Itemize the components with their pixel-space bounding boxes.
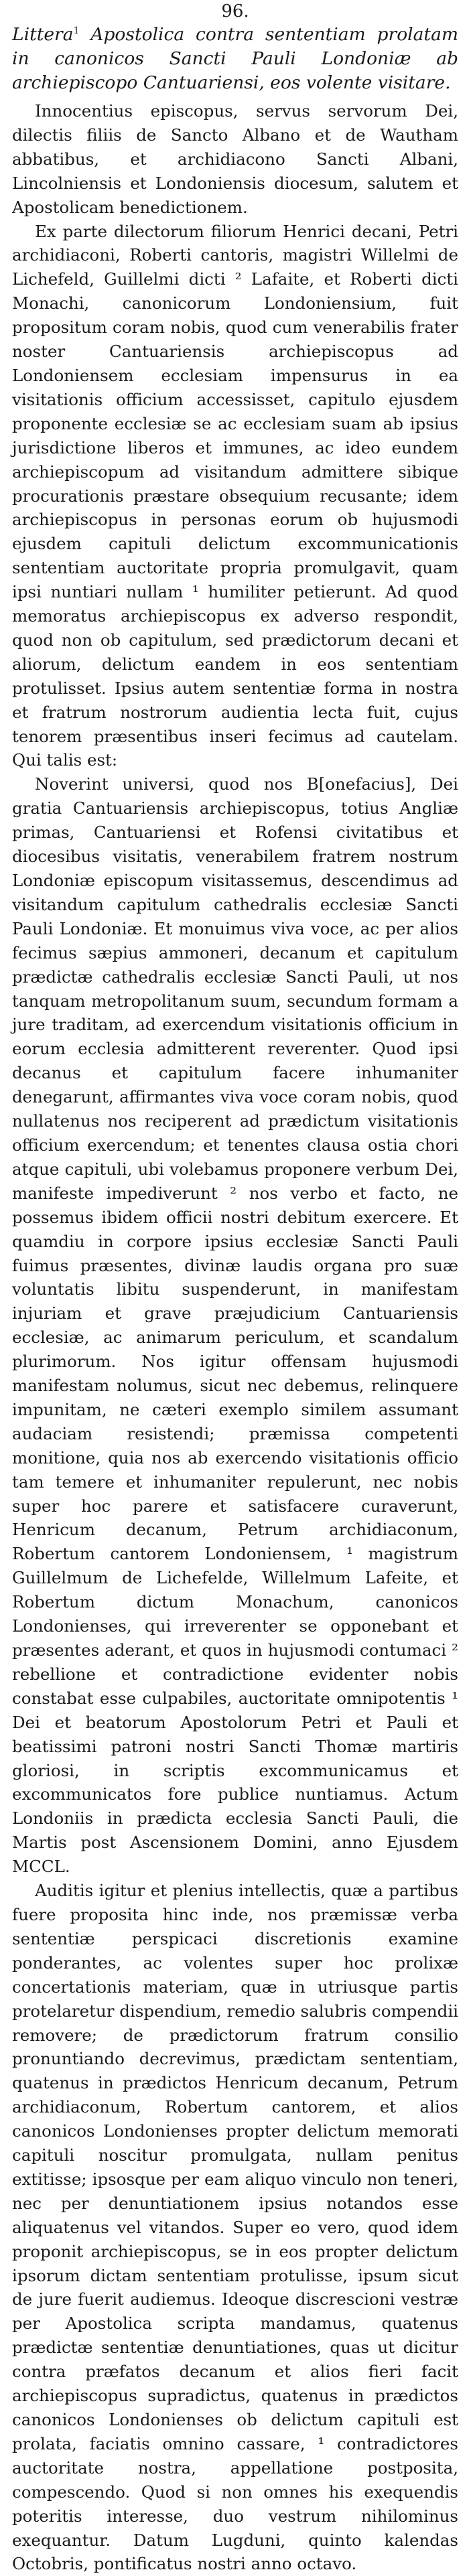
letter-heading <box>12 23 458 95</box>
paragraph-sentence-text: Noverint universi, quod nos B[onefacius], Dei gratia Cantuariensis archiepiscopus, totius Angliæ primas, Cantuariensi et Rofensi civitatibus et diocesibus visitatis, venerabilem fratrem nostrum Londoniæ episcopum visitassemus, descendimus ad visitandum capitulum cathedralis ecclesiæ Sancti Pauli Londoniæ. Et monuimus viva voce, ac per alios fecimus sæpius ammoneri, decanum et capitulum prædictæ cathedralis ecclesiæ Sancti Pauli, ut nos tanquam metropolitanum suum, secundum formam a jure traditam, ad exercendum visitationis officium in eorum ecclesia admitterent reverenter. Quod ipsi decanus et capitulum facere inhumaniter denegarunt, affirmantes viva voce coram nobis, quod nullatenus nos reciperent ad prædictum visitationis officium exercendum; et tenentes clausa ostia chori atque capituli, ubi volebamus proponere verbum Dei, manifeste impediverunt ² nos verbo et facto, ne possemus ibidem officii nostri debitum exercere. Et quamdiu in corpore ipsius ecclesiæ Sancti Pauli fuimus præsentes, divinæ laudis organa pro suæ voluntatis libitu suspenderunt, in manifestam injuriam et grave præjudicium Cantuariensis ecclesiæ, ac animarum periculum, et scandalum plurimorum. Nos igitur offensam hujusmodi manifestam nolumus, sicut nec debemus, relinquere impunitam, ne cæteri exemplo similem assumant audaciam resistendi; præmissa competenti monitione, quia nos ab exercendo visitationis officio tam temere et inhumaniter repulerunt, nec nobis super hoc parere et satisfacere curaverunt, Henricum decanum, Petrum archidiaconum, Robertum cantorem Londoniensem, ¹ magistrum Guillelmum de Lichefelde, Willelmum Lafeite, et Robertum dictum Monachum, canonicos Londonienses, qui irreverenter se opponebant et præsentes aderant, et quos in hujusmodi contumaci ² rebellione et contradictione evidenter nobis constabat esse culpabiles, auctoritate omnipotentis ¹ Dei et beatorum Apostolorum Petri et Pauli et beatissimi patroni nostri Sancti Thomæ martiris gloriosi, in scriptis excommunicamus et excommunicatos fore publice nuntiamus. Actum Londoniis in prædicta ecclesia Sancti Pauli, die Martis post Ascensionem Domini, anno Ejusdem MCCL. <box>12 774 458 1877</box>
paragraph-decision: Auditis igitur et plenius intellectis, quæ a partibus fuere proposita hinc inde, nos præmissæ verba sententiæ perspicaci discretionis examine ponderantes, ac volentes super hoc prolixæ concertationis materiam, quæ in utriusque partis protelaretur dispendium, remedio salubris compendii removere; de prædictorum fratrum consilio pronuntiando decrevimus, prædictam sententiam, quatenus in prædictos Henricum decanum, Petrum archidiaconum, Robertum cantorem, et alios canonicos Londonienses propter delictum memorati capituli noscitur promulgata, nullam penitus extitisse; ipsosque per eam aliquo vinculo non teneri, nec per denuntiationem ipsius notandos esse aliquatenus vel vitandos. Super eo vero, quod idem proponit archiepiscopus, se in eos propter delictum ipsorum dictam sententiam protulisse, ipsum sicut de jure fuerit audiemus. Ideoque discrescioni vestræ per Apostolica scripta mandamus, quatenus prædictæ sententiæ denuntiationes, quas ut dicitur contra præfatos decanum et alios fieri facit archiepiscopus supradictus, quatenus in prædictos canonicos Londonienses ob delictum capituli est prolata, faciatis omnino cassare, ¹ contradictores auctoritate nostra, appellatione postposita, compescendo. Quod si non omnes his exequendis poteritis interesse, duo vestrum nihilominus exequantur. Datum Lugduni, quinto kalendas Octobris, pontificatus nostri anno octavo. <box>12 1881 458 2574</box>
document-page <box>12 0 458 2574</box>
heading-text-start: Littera <box>12 24 74 45</box>
page-number: 96. <box>221 1 249 21</box>
paragraph-petition: Ex parte dilectorum filiorum Henrici decani, Petri archidiaconi, Roberti cantoris, magistri Willelmi de Lichefeld, Guillelmi dicti ² Lafaite, et Roberti dicti Monachi, canonicorum Londoniensium, fuit propositum coram nobis, quod cum venerabilis frater noster Cantuariensis archiepiscopus ad Londoniensem ecclesiam impensurus in ea visitationis officium accessisset, capitulo ejusdem proponente ecclesiæ se ac ecclesiam suam ab ipsius jurisdictione liberos et immunes, ac ideo eundem archiepiscopum ad visitandum admittere sibique procurationis præstare obsequium recusante; idem archiepiscopus in personas eorum ob hujusmodi ejusdem capituli delictum excommunicationis sententiam auctoritate propria promulgavit, quam ipsi nuntiari nullam ¹ humiliter petierunt. Ad quod memoratus archiepiscopus ex adverso respondit, quod non ob capitulum, sed prædictorum decani et aliorum, delictum eandem in eos sententiam protulisset. Ipsius autem sententiæ forma in nostra et fratrum nostrorum audientia lecta fuit, cujus tenorem præsentibus inseri fecimus ad cautelam. Qui talis est: <box>12 221 458 770</box>
heading-text-rest: Apostolica contra sententiam prolatam in canonicos Sancti Pauli Londoniæ ab archiepiscopo Cantuariensi, eos volente visitare. <box>12 24 458 93</box>
footnote-marker: 1 <box>73 25 80 37</box>
paragraph-salutation: Innocentius episcopus, servus servorum Dei, dilectis filiis de Sancto Albano et de Wautham abbatibus, et archidiacono Sancti Albani, Lincolniensis et Londoniensis diocesum, salutem et Apostolicam benedictionem. <box>12 101 458 217</box>
